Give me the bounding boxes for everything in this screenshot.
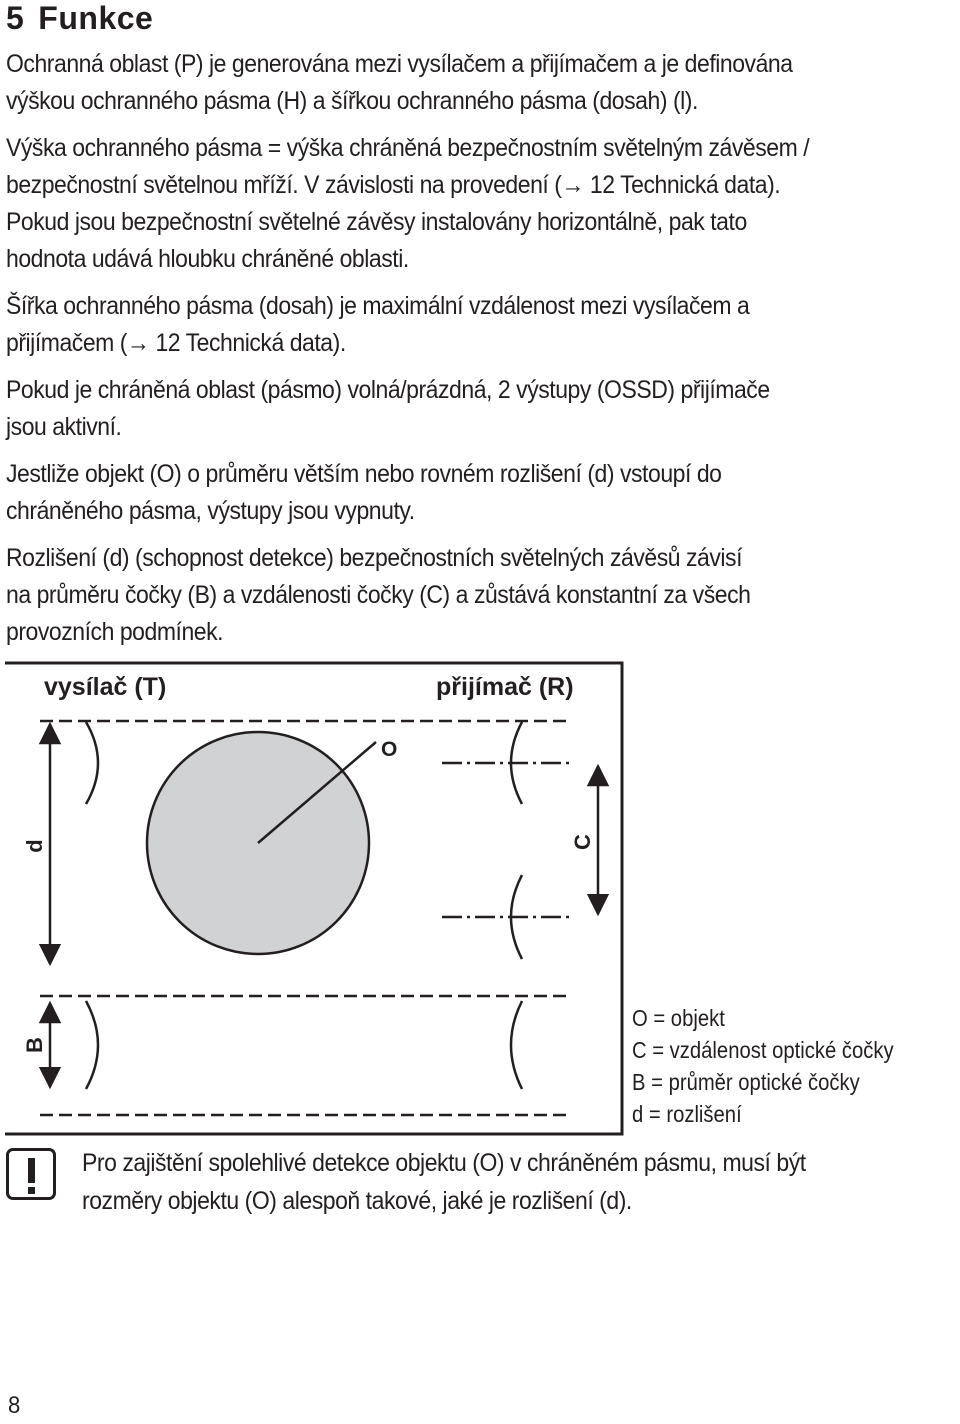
paragraph-outputs-active bbox=[6, 372, 880, 446]
text-line: přijímačem (→ 12 Technická data). bbox=[6, 329, 346, 357]
text-line: Pokud jsou bezpečnostní světelné závěsy instalovány horizontálně, pak tato bbox=[6, 208, 747, 236]
receiver-lens-lower bbox=[511, 1001, 522, 1089]
text-line: chráněného pásma, výstupy jsou vypnuty. bbox=[6, 497, 415, 525]
paragraph-object-detection bbox=[6, 456, 880, 530]
paragraph-resolution bbox=[6, 540, 880, 651]
text-line: na průměru čočky (B) a vzdálenosti čočky (C) a zůstává konstantní za všech bbox=[6, 581, 751, 609]
warning-exclamation-icon bbox=[6, 1148, 56, 1200]
section-title: Funkce bbox=[38, 0, 154, 36]
transmitter-label: vysílač (T) bbox=[44, 673, 167, 701]
object-label: O bbox=[381, 738, 398, 761]
receiver-label: přijímač (R) bbox=[436, 673, 574, 701]
legend-item: O = objekt bbox=[632, 1005, 725, 1031]
text-line: Ochranná oblast (P) je generována mezi vysílačem a přijímačem a je definována bbox=[6, 50, 793, 78]
text-line: jsou aktivní. bbox=[6, 413, 122, 441]
text-line: Šířka ochranného pásma (dosah) je maximální vzdálenost mezi vysílačem a bbox=[6, 292, 750, 320]
text-line: hodnota udává hloubku chráněné oblasti. bbox=[6, 245, 409, 273]
transmitter-lens-lower bbox=[86, 1001, 98, 1089]
note-line: Pro zajištění spolehlivé detekce objektu (O) v chráněném pásmu, musí být bbox=[82, 1149, 806, 1177]
paragraph-protected-area bbox=[6, 46, 880, 120]
text-line: Pokud je chráněná oblast (pásmo) volná/prázdná, 2 výstupy (OSSD) přijímače bbox=[6, 376, 770, 404]
text-line: bezpečnostní světelnou mříží. V závislosti na provedení (→ 12 Technická data). bbox=[6, 171, 781, 199]
section-heading bbox=[6, 0, 153, 40]
note-line: rozměry objektu (O) alespoň takové, jaké je rozlišení (d). bbox=[82, 1187, 632, 1215]
paragraph-height bbox=[6, 130, 880, 278]
text-line: provozních podmínek. bbox=[6, 618, 224, 646]
diagram-legend bbox=[632, 1002, 894, 1130]
page-number: 8 bbox=[8, 1392, 21, 1419]
text-line: Rozlišení (d) (schopnost detekce) bezpečnostních světelných závěsů závisí bbox=[6, 544, 743, 572]
text-line: výškou ochranného pásma (H) a šířkou ochranného pásma (dosah) (l). bbox=[6, 87, 698, 115]
section-number: 5 bbox=[6, 0, 25, 36]
legend-item: d = rozlišení bbox=[632, 1101, 742, 1127]
text-line: Jestliže objekt (O) o průměru větším nebo rovném rozlišení (d) vstoupí do bbox=[6, 460, 722, 488]
transmitter-lens-upper bbox=[86, 722, 98, 804]
resolution-label: d bbox=[22, 839, 47, 853]
legend-item: C = vzdálenost optické čočky bbox=[632, 1037, 894, 1063]
paragraph-width bbox=[6, 288, 880, 362]
warning-note bbox=[82, 1144, 806, 1220]
lens-diameter-label: B bbox=[22, 1037, 47, 1053]
legend-item: B = průměr optické čočky bbox=[632, 1069, 860, 1095]
text-line: Výška ochranného pásma = výška chráněná bezpečnostním světelným závěsem / bbox=[6, 134, 810, 162]
lens-distance-label: C bbox=[570, 834, 595, 850]
